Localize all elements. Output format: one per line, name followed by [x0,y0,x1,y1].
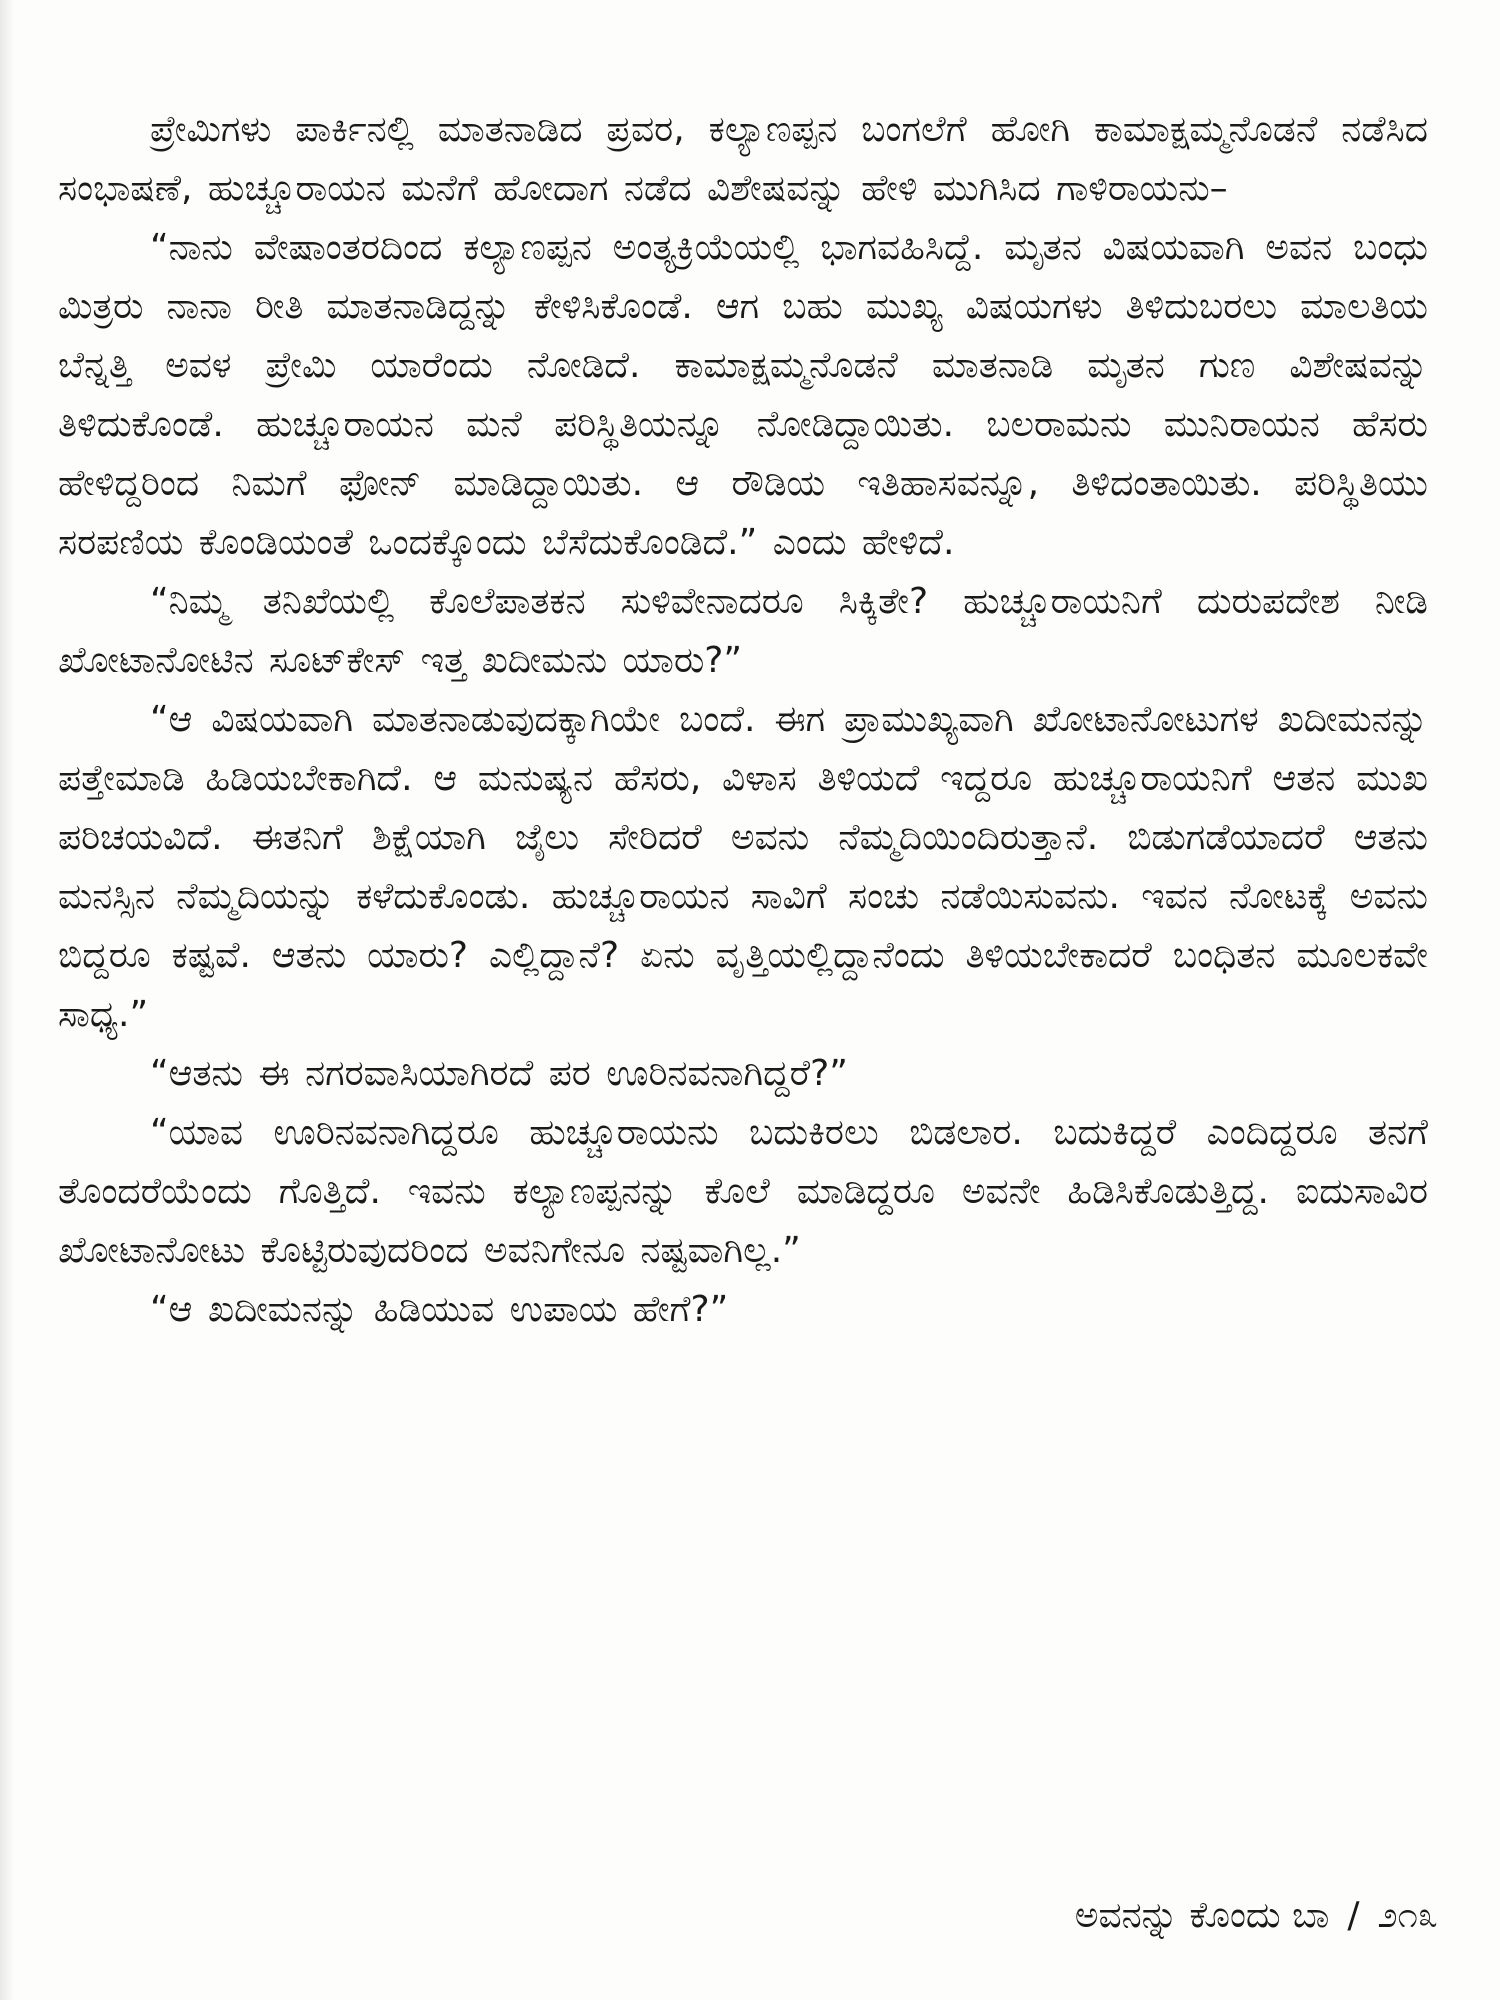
page-footer [1075,1895,1438,1937]
footer-separator: / [1347,1895,1360,1936]
paragraph-3: “ನಿಮ್ಮ ತನಿಖೆಯಲ್ಲಿ ಕೊಲೆಪಾತಕನ ಸುಳಿವೇನಾದರೂ ಸಿಕ್ಕಿತೇ? ಹುಚ್ಚೂರಾಯನಿಗೆ ದುರುಪದೇಶ ನೀಡಿ ಖೋಟಾನೋಟಿನ ಸೂಟ್‌ಕೇಸ್ ಇತ್ತ ಖದೀಮನು ಯಾರು?” [58,581,1428,681]
paragraph-5: “ಆತನು ಈ ನಗರವಾಸಿಯಾಗಿರದೆ ಪರ ಊರಿನವನಾಗಿದ್ದರೆ?” [150,1053,848,1094]
paragraph-6: “ಯಾವ ಊರಿನವನಾಗಿದ್ದರೂ ಹುಚ್ಚೂರಾಯನು ಬದುಕಿರಲು ಬಿಡಲಾರ. ಬದುಕಿದ್ದರೆ ಎಂದಿದ್ದರೂ ತನಗೆ ತೊಂದರೆಯೆಂದು ಗೊತ್ತಿದೆ. ಇವನು ಕಲ್ಯಾಣಪ್ಪನನ್ನು ಕೊಲೆ ಮಾಡಿದ್ದರೂ ಅವನೇ ಹಿಡಿಸಿಕೊಡುತ್ತಿದ್ದ. ಐದುಸಾವಿರ ಖೋಟಾನೋಟು ಕೊಟ್ಟಿರುವುದರಿಂದ ಅವನಿಗೇನೂ ನಷ್ಟವಾಗಿಲ್ಲ.” [58,1112,1428,1271]
footer-page-number: ೨೧೩ [1377,1895,1438,1936]
scan-edge-shadow [0,0,14,2000]
paragraph-7: “ಆ ಖದೀಮನನ್ನು ಹಿಡಿಯುವ ಉಪಾಯ ಹೇಗೆ?” [150,1289,729,1330]
paragraph-2: “ನಾನು ವೇಷಾಂತರದಿಂದ ಕಲ್ಯಾಣಪ್ಪನ ಅಂತ್ಯಕ್ರಿಯೆಯಲ್ಲಿ ಭಾಗವಹಿಸಿದ್ದೆ. ಮೃತನ ವಿಷಯವಾಗಿ ಅವನ ಬಂಧು ಮಿತ್ರರು ನಾನಾ ರೀತಿ ಮಾತನಾಡಿದ್ದನ್ನು ಕೇಳಿಸಿಕೊಂಡೆ. ಆಗ ಬಹು ಮುಖ್ಯ ವಿಷಯಗಳು ತಿಳಿದುಬರಲು ಮಾಲತಿಯ ಬೆನ್ನತ್ತಿ ಅವಳ ಪ್ರೇಮಿ ಯಾರೆಂದು ನೋಡಿದೆ. ಕಾಮಾಕ್ಷಮ್ಮನೊಡನೆ ಮಾತನಾಡಿ ಮೃತನ ಗುಣ ವಿಶೇಷವನ್ನು ತಿಳಿದುಕೊಂಡೆ. ಹುಚ್ಚೂರಾಯನ ಮನೆ ಪರಿಸ್ಥಿತಿಯನ್ನೂ ನೋಡಿದ್ದಾಯಿತು. ಬಲರಾಮನು ಮುನಿರಾಯನ ಹೆಸರು ಹೇಳಿದ್ದರಿಂದ ನಿಮಗೆ ಫೋನ್ ಮಾಡಿದ್ದಾಯಿತು. ಆ ರೌಡಿಯ ಇತಿಹಾಸವನ್ನೂ, ತಿಳಿದಂತಾಯಿತು. ಪರಿಸ್ಥಿತಿಯು ಸರಪಣಿಯ ಕೊಂಡಿಯಂತೆ ಒಂದಕ್ಕೊಂದು ಬೆಸೆದುಕೊಂಡಿದೆ.” ಎಂದು ಹೇಳಿದೆ. [58,227,1428,563]
page-body [58,100,1428,1950]
footer-book-title: ಅವನನ್ನು ಕೊಂದು ಬಾ [1074,1895,1330,1936]
paragraph-1: ಪ್ರೇಮಿಗಳು ಪಾರ್ಕಿನಲ್ಲಿ ಮಾತನಾಡಿದ ಪ್ರವರ, ಕಲ್ಯಾಣಪ್ಪನ ಬಂಗಲೆಗೆ ಹೋಗಿ ಕಾಮಾಕ್ಷಮ್ಮನೊಡನೆ ನಡೆಸಿದ ಸಂಭಾಷಣೆ, ಹುಚ್ಚೂರಾಯನ ಮನೆಗೆ ಹೋದಾಗ ನಡೆದ ವಿಶೇಷವನ್ನು ಹೇಳಿ ಮುಗಿಸಿದ ಗಾಳಿರಾಯನು– [58,109,1428,209]
paragraph-4: “ಆ ವಿಷಯವಾಗಿ ಮಾತನಾಡುವುದಕ್ಕಾಗಿಯೇ ಬಂದೆ. ಈಗ ಪ್ರಾಮುಖ್ಯವಾಗಿ ಖೋಟಾನೋಟುಗಳ ಖದೀಮನನ್ನು ಪತ್ತೇಮಾಡಿ ಹಿಡಿಯಬೇಕಾಗಿದೆ. ಆ ಮನುಷ್ಯನ ಹೆಸರು, ವಿಳಾಸ ತಿಳಿಯದೆ ಇದ್ದರೂ ಹುಚ್ಚೂರಾಯನಿಗೆ ಆತನ ಮುಖ ಪರಿಚಯವಿದೆ. ಈತನಿಗೆ ಶಿಕ್ಷೆಯಾಗಿ ಜೈಲು ಸೇರಿದರೆ ಅವನು ನೆಮ್ಮದಿಯಿಂದಿರುತ್ತಾನೆ. ಬಿಡುಗಡೆಯಾದರೆ ಆತನು ಮನಸ್ಸಿನ ನೆಮ್ಮದಿಯನ್ನು ಕಳೆದುಕೊಂಡು. ಹುಚ್ಚೂರಾಯನ ಸಾವಿಗೆ ಸಂಚು ನಡೆಯಿಸುವನು. ಇವನ ನೋಟಕ್ಕೆ ಅವನು ಬಿದ್ದರೂ ಕಷ್ಟವೆ. ಆತನು ಯಾರು? ಎಲ್ಲಿದ್ದಾನೆ? ಏನು ವೃತ್ತಿಯಲ್ಲಿದ್ದಾನೆಂದು ತಿಳಿಯಬೇಕಾದರೆ ಬಂಧಿತನ ಮೂಲಕವೇ ಸಾಧ್ಯ.” [58,699,1428,1035]
